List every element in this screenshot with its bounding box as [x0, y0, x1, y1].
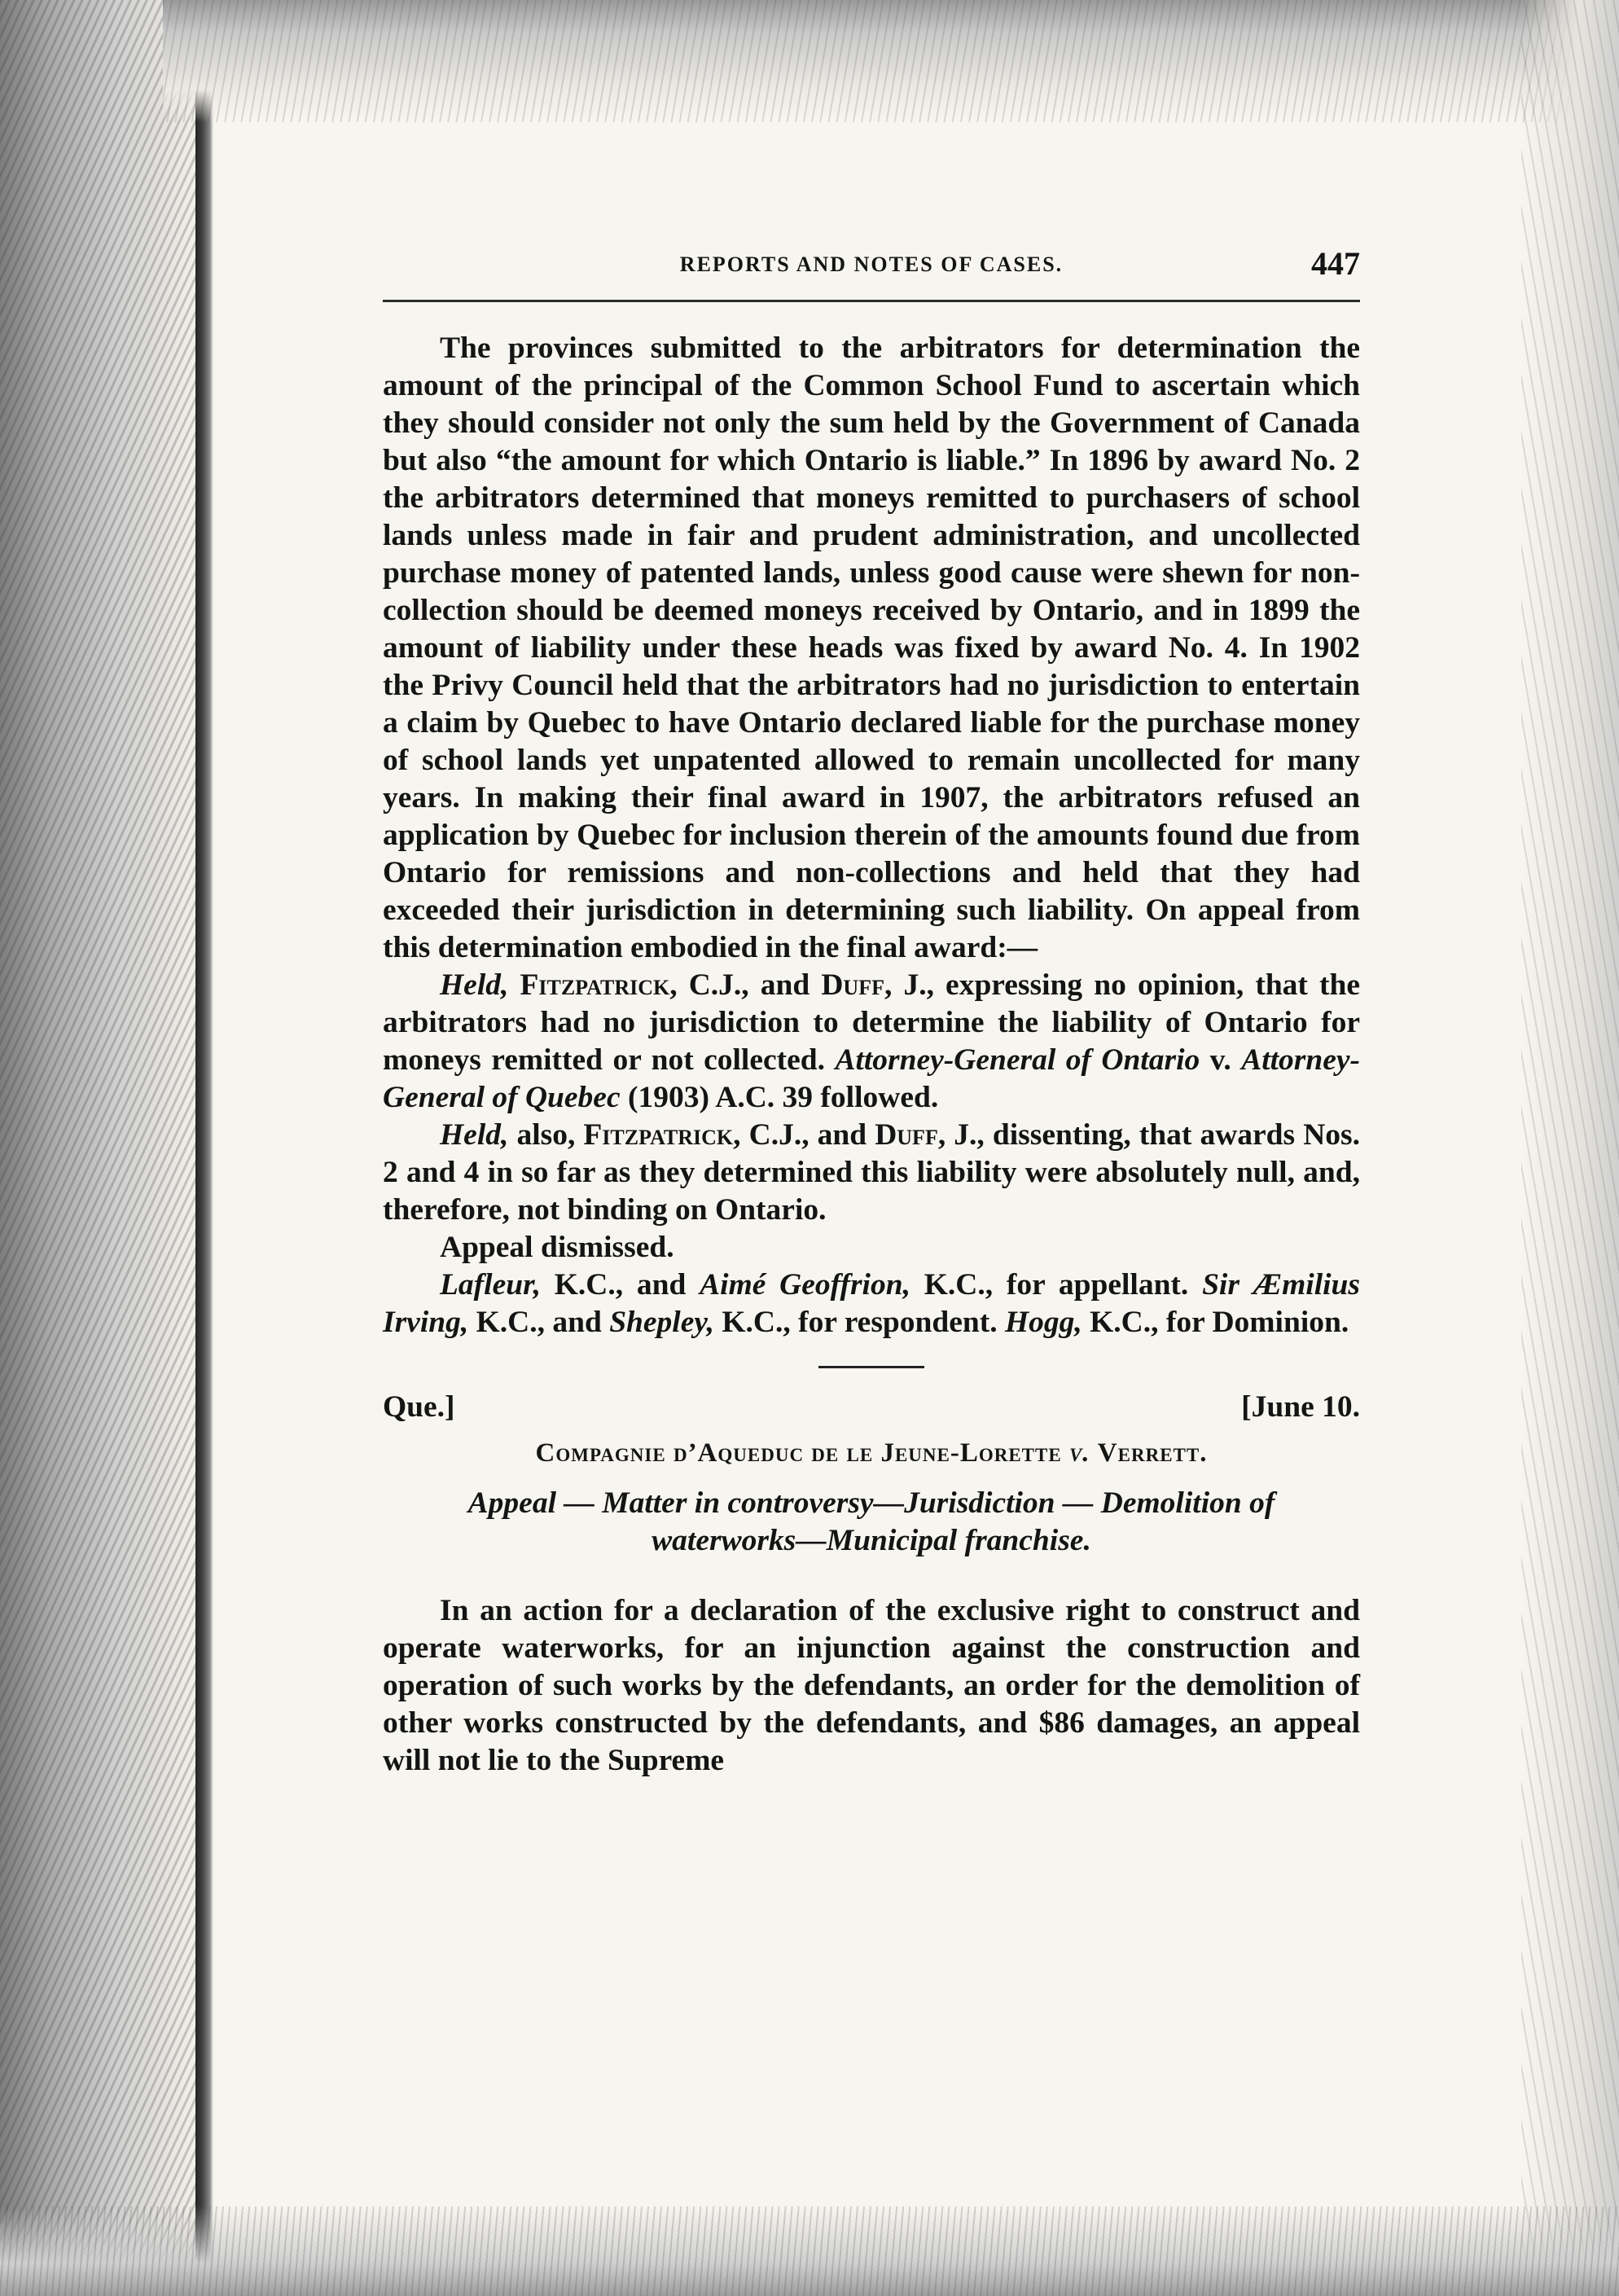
counsel-text: K.C., for appellant. [910, 1268, 1203, 1302]
counsel-name: Sir Æmilius Irving, [383, 1268, 1360, 1339]
held-text: also, [508, 1118, 584, 1152]
case-2-body [383, 1592, 1360, 1780]
held-text: C.J., and [740, 1118, 875, 1152]
counsel-name: Lafleur, [440, 1268, 541, 1302]
header-rule [383, 300, 1360, 302]
citation-party: Attorney-General of Quebec [383, 1043, 1361, 1114]
held-paragraph-2 [383, 1117, 1360, 1229]
counsel-text: K.C., and [540, 1268, 700, 1302]
case-1-paragraph: The provinces submitted to the arbitrators for determination the amount of the principal of the Common School Fund to ascertain which they should consider not only the sum held by the Government of Canada but also “the amount for which Ontario is liable.” In 1896 by award No. 2 the arbitrators determined that moneys remitted to purchasers of school lands unless made in fair and prudent administration, and uncollected purchase money of patented lands, unless good cause were shewn for non-collection should be deemed moneys received by Ontario, and in 1899 the amount of liability under these heads was fixed by award No. 4. In 1902 the Privy Council held that the arbitrators had no jurisdiction to entertain a claim by Quebec to have Ontario declared liable for the purchase money of school lands yet unpatented allowed to remain uncollected for many years. In making their final award in 1907, the arbitrators refused an application by Quebec for inclusion therein of the amounts found due from Ontario for remissions and non-collections and held that they had exceeded their jurisdiction in determining such liability. On appeal from this determination embodied in the final award:— [383, 331, 1360, 964]
held-label: Held, [440, 968, 509, 1002]
held-text: J., dissenting, that awards Nos. 2 and 4 in so far as they determined this liability were absolutely null, and, therefore, not binding on Ontario. [383, 1118, 1361, 1227]
scan-top-edge [163, 0, 1619, 122]
held-text: C.J., and [677, 968, 822, 1002]
page-binding-shadow [195, 65, 213, 2264]
counsel-paragraph [383, 1267, 1360, 1341]
counsel-name: Aimé Geoffrion, [700, 1268, 910, 1302]
judge-name: Duff, [821, 968, 893, 1002]
case-2-headnote [383, 1485, 1360, 1560]
case-1-body [383, 330, 1360, 1341]
counsel-text: K.C., for Dominion. [1082, 1306, 1349, 1339]
counsel-text: K.C., for respondent. [714, 1306, 1005, 1339]
province-label: Que.] [383, 1390, 455, 1424]
case-divider [818, 1366, 924, 1368]
party-appellant: Compagnie d’Aqueduc de le Jeune-Lorette [535, 1438, 1062, 1468]
page-number: 447 [1311, 245, 1360, 282]
citation-v: v. [1200, 1043, 1242, 1077]
counsel-name: Hogg, [1004, 1306, 1082, 1339]
decision-date: [June 10. [1241, 1390, 1360, 1424]
held-text: (1903) A.C. 39 followed. [620, 1081, 939, 1114]
counsel-text: K.C., and [468, 1306, 610, 1339]
citation-party: Attorney-General of Ontario [835, 1043, 1200, 1077]
headnote-line: waterworks—Municipal franchise. [652, 1524, 1091, 1557]
citation-v: v. [1061, 1438, 1098, 1468]
case-2-title [383, 1438, 1360, 1468]
counsel-name: Shepley, [609, 1306, 714, 1339]
scan-bottom-edge [0, 2206, 1619, 2296]
scan-left-edge [0, 0, 204, 2296]
judge-name: Fitzpatrick, [583, 1118, 741, 1152]
document-page [383, 244, 1360, 1780]
running-head [383, 244, 1360, 285]
disposition: Appeal dismissed. [440, 1231, 674, 1264]
held-label: Held, [440, 1118, 509, 1152]
judge-name: Duff, [875, 1118, 946, 1152]
party-respondent: Verrett. [1097, 1438, 1208, 1468]
judge-name: Fitzpatrick, [520, 968, 678, 1002]
headnote-line: Appeal — Matter in controversy—Jurisdiction — Demolition of [467, 1486, 1275, 1520]
running-head-title: REPORTS AND NOTES OF CASES. [679, 252, 1064, 276]
held-paragraph-1 [383, 967, 1360, 1117]
case-2-paragraph: In an action for a declaration of the exclusive right to construct and operate waterworks, for an injunction against the construction and operation of such works by the defendants, an order for the demolition of other works constructed by the defendants, and $86 damages, an appeal will not lie to the Supreme [383, 1594, 1360, 1777]
held-text: J., expressing no opinion, that the arbitrators had no jurisdiction to determine the liability of Ontario for moneys remitted or not collected. [383, 968, 1361, 1077]
case-2-dateline [383, 1389, 1360, 1430]
scan-right-edge [1521, 0, 1619, 2296]
